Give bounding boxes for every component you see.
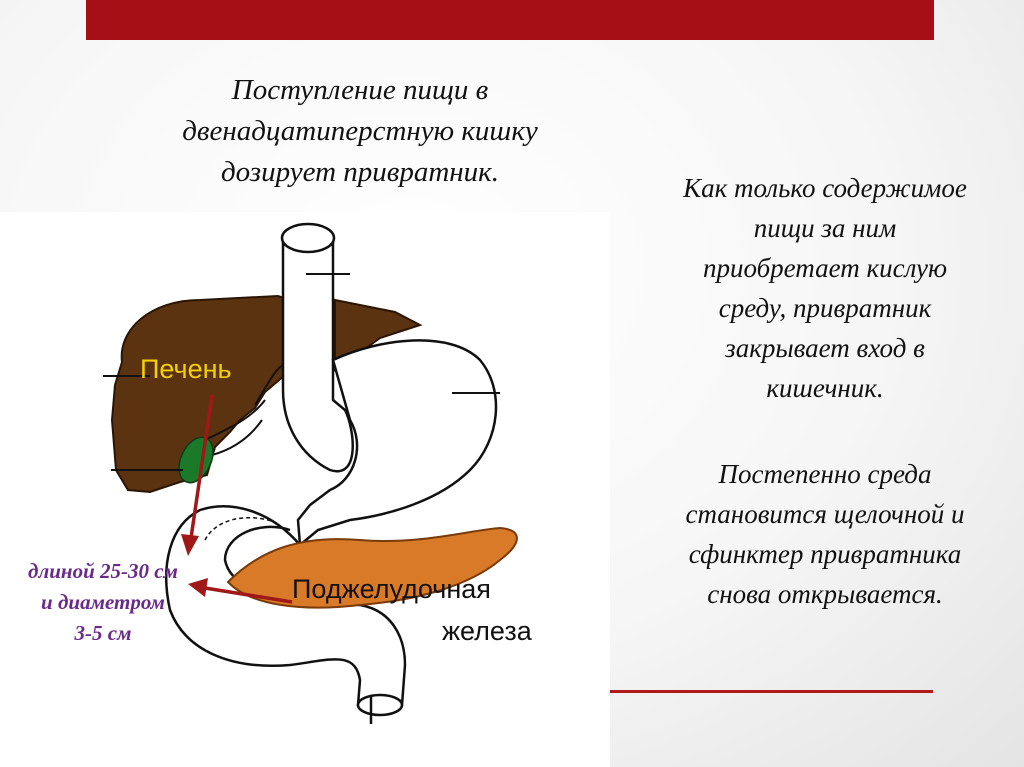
anatomy-figure <box>0 212 610 767</box>
slide-title <box>120 70 600 193</box>
p2-line: сфинктер привратника <box>688 539 962 569</box>
pancreas-label <box>292 568 532 652</box>
duodenum-size-note <box>0 556 210 649</box>
p1-line: кишечник. <box>766 373 884 403</box>
p1-line: Как только содержимое <box>683 173 967 203</box>
bottom-accent-line <box>610 690 933 693</box>
pancreas-label-line-2: железа <box>442 616 532 646</box>
intestine-opening <box>358 695 402 715</box>
p1-line: приобретает кислую <box>702 253 948 283</box>
title-line-3: дозирует привратник. <box>220 156 499 188</box>
size-note-line-2: и диаметром <box>41 590 165 614</box>
liver-label: Печень <box>140 354 232 384</box>
p1-line: среду, привратник <box>718 293 932 323</box>
title-line-1: Поступление пищи в <box>231 74 489 106</box>
p2-line: снова открывается. <box>707 579 943 609</box>
p1-line: пищи за ним <box>753 213 897 243</box>
right-paragraph-2 <box>640 454 1010 614</box>
size-note-line-3: 3-5 см <box>74 621 132 645</box>
esophagus-opening <box>282 224 334 252</box>
p2-line: становится щелочной и <box>685 499 965 529</box>
p1-line: закрывает вход в <box>725 333 925 363</box>
title-line-2: двенадцатиперстную кишку <box>182 115 538 147</box>
right-paragraph-1 <box>640 168 1010 408</box>
top-accent-bar <box>86 0 934 40</box>
size-note-line-1: длиной 25-30 см <box>28 559 178 583</box>
pancreas-label-line-1: Поджелудочная <box>292 574 491 604</box>
length-arrow-head <box>181 534 199 556</box>
digestive-organs-illustration <box>0 212 610 767</box>
p2-line: Постепенно среда <box>718 459 932 489</box>
